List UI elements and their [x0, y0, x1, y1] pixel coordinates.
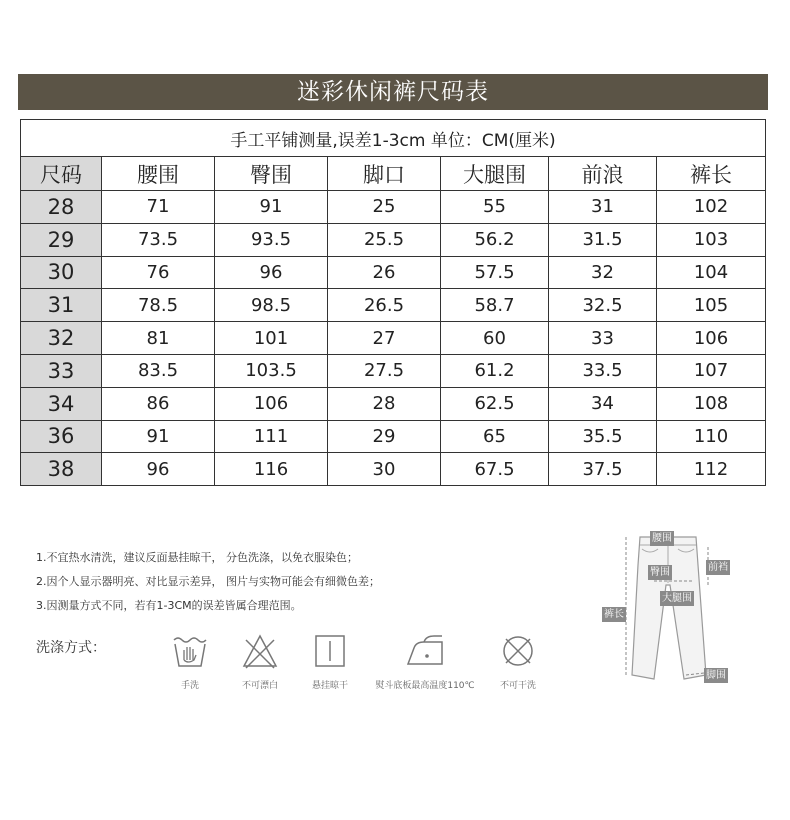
note-item: 2.因个人显示器明亮、对比显示差异， 图片与实物可能会有细微色差；: [36, 575, 380, 588]
value-cell: 34: [549, 387, 657, 420]
value-cell: 86: [102, 387, 215, 420]
value-cell: 61.2: [441, 354, 549, 387]
table-header-row: [21, 157, 766, 191]
value-cell: 73.5: [102, 223, 215, 256]
table-row: [21, 354, 766, 387]
table-row: [21, 256, 766, 289]
value-cell: 98.5: [215, 289, 328, 322]
size-cell: 38: [21, 453, 102, 486]
value-cell: 27: [328, 322, 441, 355]
value-cell: 65: [441, 420, 549, 453]
wash-item-label: 熨斗底板最高温度110℃: [375, 681, 475, 691]
wash-item-no-bleach: [230, 632, 290, 691]
value-cell: 26: [328, 256, 441, 289]
header-hip: 臀围: [215, 157, 328, 191]
label-hip: 臀围: [650, 567, 670, 578]
value-cell: 106: [657, 322, 766, 355]
care-notes: [36, 550, 380, 622]
value-cell: 35.5: [549, 420, 657, 453]
size-cell: 31: [21, 289, 102, 322]
size-cell: 28: [21, 191, 102, 224]
label-waist: 腰围: [652, 533, 672, 544]
value-cell: 27.5: [328, 354, 441, 387]
value-cell: 26.5: [328, 289, 441, 322]
wash-item-label: 不可漂白: [241, 681, 278, 691]
value-cell: 110: [657, 420, 766, 453]
wash-item-no-dry-clean: [490, 632, 546, 691]
value-cell: 32: [549, 256, 657, 289]
value-cell: 112: [657, 453, 766, 486]
value-cell: 102: [657, 191, 766, 224]
label-hem: 脚围: [706, 670, 726, 681]
value-cell: 31.5: [549, 223, 657, 256]
value-cell: 91: [102, 420, 215, 453]
hang-dry-icon: [310, 632, 350, 670]
wash-label: 洗涤方式：: [36, 640, 106, 656]
value-cell: 28: [328, 387, 441, 420]
wash-item-hand: [160, 632, 220, 691]
iron-icon: [400, 632, 450, 670]
value-cell: 96: [215, 256, 328, 289]
value-cell: 104: [657, 256, 766, 289]
wash-item-iron: [362, 632, 488, 691]
label-thigh: 大腿围: [662, 593, 692, 604]
value-cell: 103: [657, 223, 766, 256]
size-cell: 29: [21, 223, 102, 256]
value-cell: 32.5: [549, 289, 657, 322]
value-cell: 33: [549, 322, 657, 355]
value-cell: 103.5: [215, 354, 328, 387]
value-cell: 55: [441, 191, 549, 224]
page-title: 迷彩休闲裤尺码表: [18, 74, 768, 110]
value-cell: 29: [328, 420, 441, 453]
wash-item-label: 不可干洗: [499, 681, 536, 691]
value-cell: 67.5: [441, 453, 549, 486]
header-waist: 腰围: [102, 157, 215, 191]
value-cell: 60: [441, 322, 549, 355]
table-row: [21, 191, 766, 224]
value-cell: 78.5: [102, 289, 215, 322]
value-cell: 93.5: [215, 223, 328, 256]
value-cell: 33.5: [549, 354, 657, 387]
value-cell: 62.5: [441, 387, 549, 420]
value-cell: 105: [657, 289, 766, 322]
table-row: [21, 223, 766, 256]
value-cell: 108: [657, 387, 766, 420]
header-size: 尺码: [21, 157, 102, 191]
wash-item-hang-dry: [300, 632, 360, 691]
label-rise: 前裆: [708, 562, 728, 573]
value-cell: 37.5: [549, 453, 657, 486]
value-cell: 57.5: [441, 256, 549, 289]
pants-diagram: [598, 525, 748, 695]
value-cell: 111: [215, 420, 328, 453]
header-thigh: 大腿围: [441, 157, 549, 191]
value-cell: 30: [328, 453, 441, 486]
value-cell: 91: [215, 191, 328, 224]
value-cell: 56.2: [441, 223, 549, 256]
size-cell: 33: [21, 354, 102, 387]
table-row: [21, 387, 766, 420]
wash-item-label: 手洗: [180, 681, 199, 691]
size-cell: 36: [21, 420, 102, 453]
value-cell: 76: [102, 256, 215, 289]
table-row: [21, 420, 766, 453]
value-cell: 96: [102, 453, 215, 486]
header-hem: 脚口: [328, 157, 441, 191]
note-item: 3.因测量方式不同，若有1-3CM的误差皆属合理范围。: [36, 599, 302, 612]
value-cell: 31: [549, 191, 657, 224]
no-dry-clean-icon: [498, 632, 538, 670]
size-table: [20, 119, 766, 486]
value-cell: 25.5: [328, 223, 441, 256]
label-length: 裤长: [604, 609, 624, 620]
wash-item-label: 悬挂晾干: [311, 681, 348, 691]
hand-wash-icon: [170, 632, 210, 670]
value-cell: 58.7: [441, 289, 549, 322]
value-cell: 71: [102, 191, 215, 224]
size-cell: 30: [21, 256, 102, 289]
value-cell: 83.5: [102, 354, 215, 387]
value-cell: 107: [657, 354, 766, 387]
value-cell: 106: [215, 387, 328, 420]
size-cell: 34: [21, 387, 102, 420]
value-cell: 81: [102, 322, 215, 355]
size-cell: 32: [21, 322, 102, 355]
value-cell: 116: [215, 453, 328, 486]
table-subtitle: 手工平铺测量,误差1-3cm 单位：CM(厘米): [21, 120, 766, 157]
header-rise: 前浪: [549, 157, 657, 191]
table-row: [21, 453, 766, 486]
note-item: 1.不宜热水清洗，建议反面悬挂晾干， 分色洗涤，以免衣服染色；: [36, 551, 358, 564]
no-bleach-icon: [240, 632, 280, 670]
value-cell: 25: [328, 191, 441, 224]
table-row: [21, 289, 766, 322]
value-cell: 101: [215, 322, 328, 355]
header-length: 裤长: [657, 157, 766, 191]
table-row: [21, 322, 766, 355]
